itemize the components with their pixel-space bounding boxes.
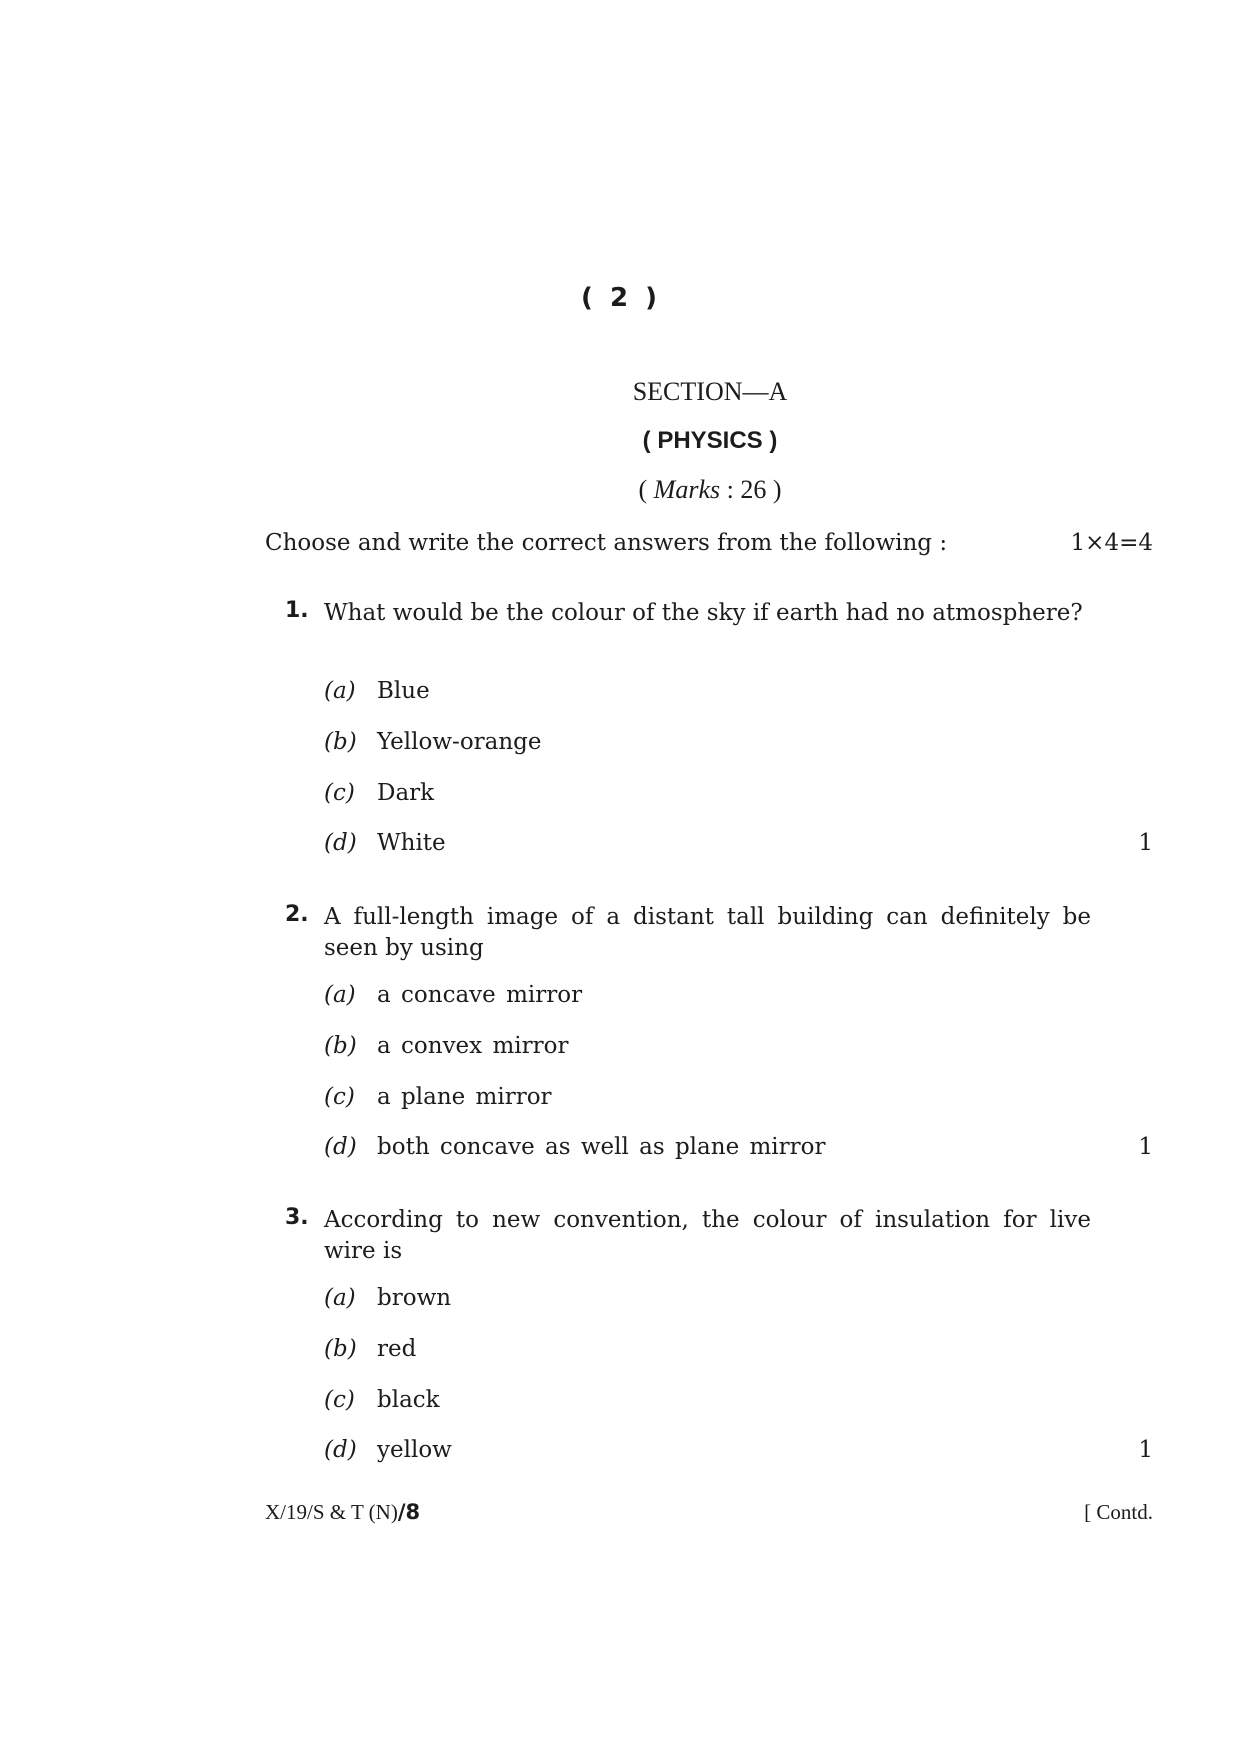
option-text: yellow <box>377 1437 452 1463</box>
option-letter: (c) <box>324 780 355 806</box>
option-3d <box>0 1437 1242 1469</box>
option-text: Yellow-orange <box>377 729 542 755</box>
option-letter: (a) <box>324 678 356 704</box>
marks-open: ( <box>638 475 654 504</box>
option-text: black <box>377 1387 440 1413</box>
option-text: a convex mirror <box>377 1033 569 1059</box>
page-number: ( 2 ) <box>581 283 661 313</box>
option-text: a plane mirror <box>377 1084 552 1110</box>
option-letter: (a) <box>324 982 356 1008</box>
continued-note: [ Contd. <box>1084 1500 1153 1524</box>
question-text: What would be the colour of the sky if earth had no atmosphere? <box>324 600 1083 626</box>
option-1c <box>0 780 1242 812</box>
option-text: both concave as well as plane mirror <box>377 1134 826 1160</box>
option-letter: (d) <box>324 830 357 856</box>
option-2c <box>0 1084 1242 1116</box>
instruction-marks: 1×4=4 <box>1070 530 1153 556</box>
option-letter: (a) <box>324 1285 356 1311</box>
marks-value: : 26 ) <box>720 475 782 504</box>
question-marks: 1 <box>1138 1437 1153 1463</box>
option-text: Dark <box>377 780 435 806</box>
option-letter: (c) <box>324 1387 355 1413</box>
option-text: White <box>377 830 446 856</box>
question-number: 3. <box>285 1205 309 1230</box>
question-marks: 1 <box>1138 1134 1153 1160</box>
question-text: A full-length image of a distant tall building can definitely be seen by using <box>324 904 1091 961</box>
paper-code-page: /8 <box>397 1500 421 1524</box>
paper-code <box>265 1500 420 1525</box>
option-3b <box>0 1336 1242 1368</box>
option-letter: (b) <box>324 729 357 755</box>
option-3a <box>0 1285 1242 1317</box>
section-title: SECTION—A <box>632 377 788 406</box>
option-letter: (c) <box>324 1084 355 1110</box>
option-letter: (d) <box>324 1134 357 1160</box>
question-marks: 1 <box>1138 830 1153 856</box>
option-1d <box>0 830 1242 862</box>
question-number: 2. <box>285 902 309 927</box>
option-2a <box>0 982 1242 1014</box>
option-text: brown <box>377 1285 452 1311</box>
option-letter: (b) <box>324 1033 357 1059</box>
option-text: red <box>377 1336 417 1362</box>
paper-code-text: X/19/S & T (N) <box>265 1500 398 1524</box>
option-text: Blue <box>377 678 430 704</box>
option-text: a concave mirror <box>377 982 583 1008</box>
question-text: According to new convention, the colour of insulation for live wire is <box>324 1207 1091 1264</box>
instruction-text: Choose and write the correct answers from the following : <box>265 530 948 556</box>
marks-label: Marks <box>653 475 721 504</box>
option-letter: (d) <box>324 1437 357 1463</box>
section-marks <box>560 475 860 505</box>
option-1a <box>0 678 1242 710</box>
option-3c <box>0 1387 1242 1419</box>
question-number: 1. <box>285 598 309 623</box>
option-1b <box>0 729 1242 761</box>
option-letter: (b) <box>324 1336 357 1362</box>
option-2b <box>0 1033 1242 1065</box>
option-2d <box>0 1134 1242 1166</box>
subject-heading: ( PHYSICS ) <box>642 427 778 454</box>
